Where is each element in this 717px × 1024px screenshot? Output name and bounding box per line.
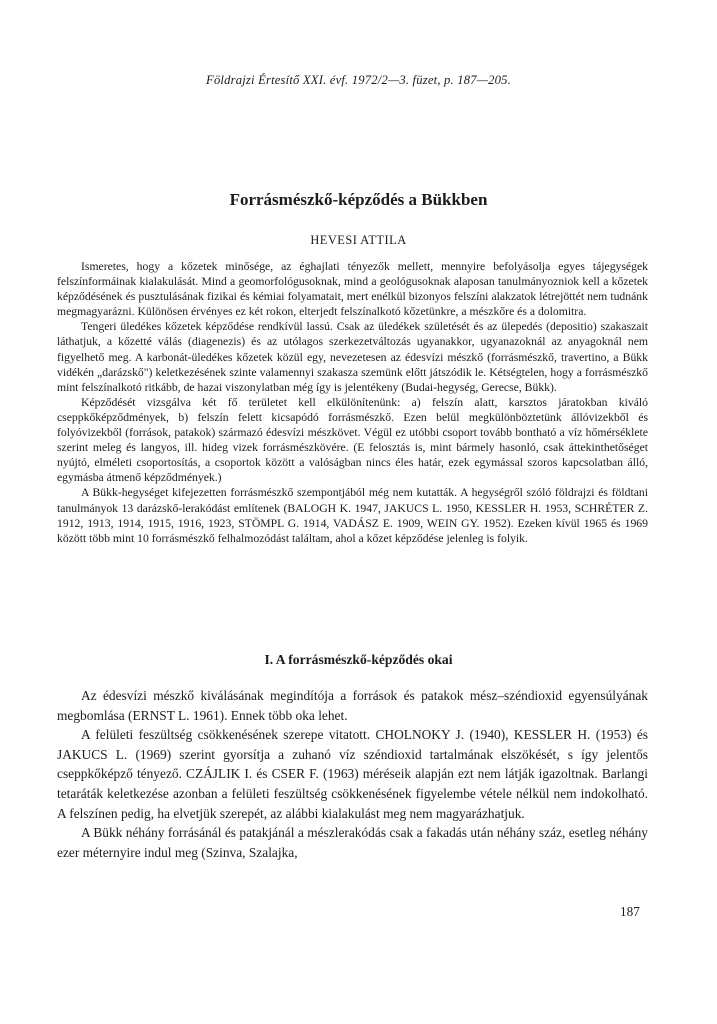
page-number: 187 [620, 904, 640, 919]
body-paragraph: A Bükk néhány forrásánál és patakjánál a mészlerakódás csak a fakadás után néhány száz, esetleg néhány ezer méternyire indul meg (Szinva, Szalajka, [57, 825, 648, 860]
abstract [57, 259, 648, 546]
abstract-paragraph: Tengeri üledékes kőzetek képződése rendkívül lassú. Csak az üledékek születését és az ülepedés (depositio) szakaszait láthatjuk, a kőzetté válás (diagenezis) és az utólagos szerkezetváltozás ugyanakkor, ugyanazoknál az anyagoknál nem figyelhető meg. A karbonát-üledékes kőzetek közül egy, nevezetesen az édesvízi mészkő (forrásmészkő, travertino, a Bükk vidékén „darázskő") keletkezésének szinte valamennyi szakasza szemünk előtt játszódik le. Kétségtelen, hogy a forrásmészkő mint felszínalkotó ritkább, de hazai viszonylatban még így is jelentékeny (Budai-hegység, Gerecse, Bükk). [57, 320, 648, 394]
body-paragraph: Az édesvízi mészkő kiválásának megindítója a források és patakok mész–széndioxid egyensúlyának megbomlása (ERNST L. 1961). Ennek több oka lehet. [57, 688, 648, 723]
body-text [57, 686, 648, 862]
abstract-paragraph: A Bükk-hegységet kifejezetten forrásmészkő szempontjából még nem kutatták. A hegységről szóló földrajzi és földtani tanulmányok 13 darázskő-lerakódást említenek (BALOGH K. 1947, JAKUCS L. 1950, KESSLER H. 1953, SCHRÉTER Z. 1912, 1913, 1914, 1915, 1916, 1923, STÖMPL G. 1914, VADÁSZ E. 1909, WEIN GY. 1952). Ezeken kívül 1965 és 1969 között több mint 10 forrásmészkő felhalmozódást találtam, ahol a kőzet képződése jelenleg is folyik. [57, 486, 648, 545]
abstract-paragraph: Ismeretes, hogy a kőzetek minősége, az éghajlati tényezők mellett, mennyire befolyásolja egyes tájegységek felszínformáinak kialakulását. Mind a geomorfológusoknak, mind a geológusoknak alaposan tanulmányozniok kell a kőzetek képződésének és pusztulásának fizikai és kémiai folyamatait, mert enélkül bizonyos felszíni alakzatok létrejöttét nem tudnánk megmagyarázni. Különösen érvényes ez két rokon, elterjedt felszínalkotó kőzetünkre, a mészkőre és a dolomitra. [57, 260, 648, 319]
running-head: Földrajzi Értesítő XXI. évf. 1972/2—3. füzet, p. 187—205. [206, 73, 511, 87]
author-name: HEVESI ATTILA [310, 233, 407, 247]
section-heading: I. A forrásmészkő-képződés okai [264, 652, 453, 667]
abstract-paragraph: Képződését vizsgálva két fő területet kell elkülönítenünk: a) felszín alatt, karsztos járatokban kiváló cseppkőképződmények, b) felszín felett kicsapódó forrásmészkő. Ezen belül megkülönböztetünk állóvizekből és folyóvizekből (források, patakok) származó édesvízi mészkövet. Végül ez utóbbi csoport tovább bontható a víz hőmérséklete szerint meleg és langyos, ill. hideg vizek forrásmészkövére. (E felosztás is, mint bármely hasonló, csak áttekinthetőséget nyújtó, elméleti csoportosítás, a csoportok között a valóságban nincs éles határ, ezek egymással szoros kapcsolatban álló, egymásba átmenő képződmények.) [57, 395, 648, 485]
article-title: Forrásmészkő-képződés a Bükkben [229, 190, 488, 209]
body-paragraph: A felületi feszültség csökkenésének szerepe vitatott. CHOLNOKY J. (1940), KESSLER H. (1953) és JAKUCS L. (1969) szerint gyorsítja a zuhanó víz széndioxid tartalmának elszökését, s így jelentős cseppkőképző tényező. CZÁJLIK I. és CSER F. (1963) méréseik alapján ezt nem látják igazoltnak. Barlangi tetaráták keletkezése azonban a felületi feszültség csökkenésének figyelembe vétele nélkül nem indokolható. A felszínen pedig, ha elvetjük szerepét, az alábbi kialakulást meg nem magyarázhatjuk. [57, 727, 648, 821]
